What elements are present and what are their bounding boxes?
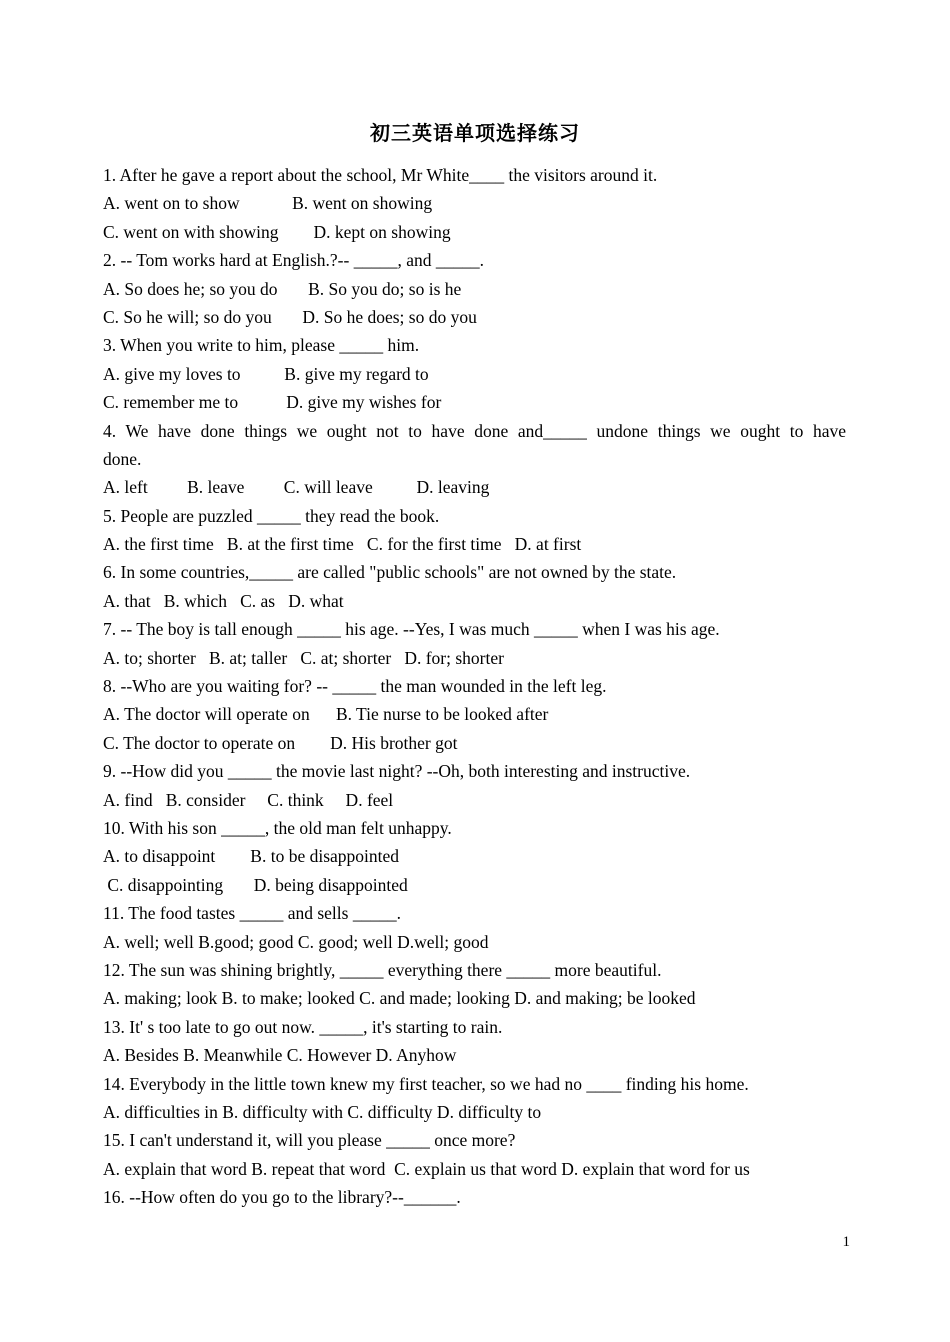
text-line: A. went on to show B. went on showing	[103, 193, 433, 214]
text-line: 4. We have done things we ought not to have done and_____ undone things we ought to have	[103, 420, 846, 441]
text-line: 8. --Who are you waiting for? -- _____ the man wounded in the left leg.	[103, 676, 607, 697]
text-line: A. So does he; so you do B. So you do; so is he	[103, 278, 462, 299]
text-line: 1. After he gave a report about the school, Mr White____ the visitors around it.	[103, 165, 658, 185]
text-line: C. disappointing D. being disappointed	[103, 874, 408, 895]
text-line: C. So he will; so do you D. So he does; so do you	[103, 306, 477, 327]
text-line: A. the first time B. at the first time C. for the first time D. at first	[103, 534, 582, 555]
text-line: A. making; look B. to make; looked C. and made; looking D. and making; be looked	[103, 988, 696, 1009]
text-line: 6. In some countries,_____ are called "public schools" are not owned by the state.	[103, 562, 677, 583]
text-line: 11. The food tastes _____ and sells _____.	[103, 903, 401, 924]
text-line: 13. It' s too late to go out now. _____, it's starting to rain.	[103, 1016, 503, 1037]
page-number: 1	[842, 1234, 850, 1250]
text-line: 10. With his son _____, the old man felt unhappy.	[103, 817, 452, 838]
text-line: A. well; well B.good; good C. good; well D.well; good	[103, 931, 489, 952]
text-line: A. explain that word B. repeat that word C. explain us that word D. explain that word for us	[103, 1158, 750, 1179]
text-line: C. went on with showing D. kept on showing	[103, 221, 451, 242]
text-line: A. to disappoint B. to be disappointed	[103, 846, 400, 867]
text-line: A. The doctor will operate on B. Tie nurse to be looked after	[103, 704, 549, 725]
text-line: A. that B. which C. as D. what	[103, 590, 344, 611]
text-line: 7. -- The boy is tall enough _____ his age. --Yes, I was much _____ when I was his age.	[103, 619, 720, 640]
text-line: 16. --How often do you go to the library?--______.	[103, 1187, 461, 1208]
page-title: 初三英语单项选择练习	[370, 121, 580, 145]
text-line: 15. I can't understand it, will you please _____ once more?	[103, 1130, 516, 1151]
text-line: A. left B. leave C. will leave D. leaving	[103, 477, 490, 498]
text-line: C. The doctor to operate on D. His brother got	[103, 732, 458, 753]
text-line: 9. --How did you _____ the movie last night? --Oh, both interesting and instructive.	[103, 761, 691, 782]
text-line: 14. Everybody in the little town knew my first teacher, so we had no ____ finding his home.	[103, 1073, 749, 1094]
text-line: A. find B. consider C. think D. feel	[103, 789, 394, 810]
text-line: A. to; shorter B. at; taller C. at; shorter D. for; shorter	[103, 647, 504, 668]
text-line: A. difficulties in B. difficulty with C. difficulty D. difficulty to	[103, 1101, 542, 1122]
text-line: 5. People are puzzled _____ they read the book.	[103, 505, 440, 526]
text-line: A. give my loves to B. give my regard to	[103, 363, 429, 384]
text-line: 3. When you write to him, please _____ him.	[103, 335, 420, 356]
text-line: C. remember me to D. give my wishes for	[103, 392, 442, 413]
text-line: done.	[103, 448, 142, 469]
text-line: A. Besides B. Meanwhile C. However D. Anyhow	[103, 1045, 457, 1066]
text-line: 2. -- Tom works hard at English.?-- _____, and _____.	[103, 250, 484, 271]
text-line: 12. The sun was shining brightly, _____ everything there _____ more beautiful.	[103, 959, 662, 980]
question-list	[103, 161, 846, 1211]
